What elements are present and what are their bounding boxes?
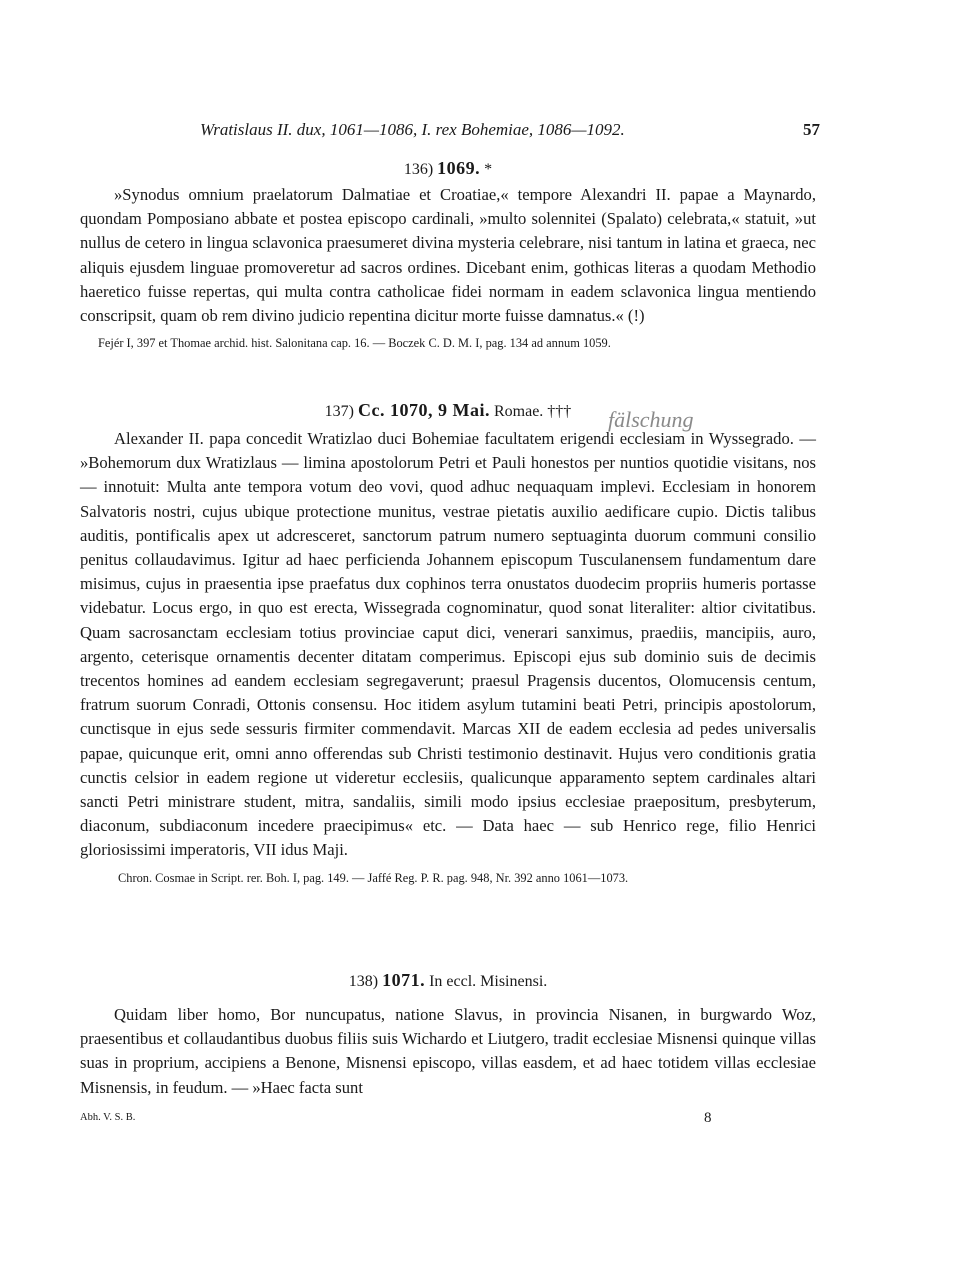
entry-text: Quidam liber homo, Bor nuncupatus, natione Slavus, in provincia Nisanen, in burgwardo Woz, praesentibus et collaudantibus duobus filiis suis Wichardo et Liutgero, tradit ecclesiae Misnensi quinque villas suas in proprium, accipiens a Benone, Misnensi episcopo, villas easdem, et ad haec totidem villas ecclesiae Misnensis, in feudum. — »Haec facta sunt xyxy=(80,1005,816,1097)
entry-137 xyxy=(80,400,816,887)
entry-place: * xyxy=(484,161,493,178)
entry-heading xyxy=(80,400,816,421)
entry-text: Alexander II. papa concedit Wratizlao duci Bohemiae facultatem erigendi ecclesiam in Wyssegrado. — »Bohemorum dux Wratizlaus — limina apostolorum Petri et Pauli honestos per nuntios quotidie visitans, nos — innotuit: Multa ante tempora votum deo vovi, quod adhuc nequaquam implevi. Ecclesiam in honorem Salvatoris nostri, cujus ubique protectione munitus, vestrae pietatis auxilio aedificare cupio. Dictis talibus auditis, pontificalis apex ut adcresceret, sanctorum patrum numero septuaginta duorum communi consilio penitus collaudavimus. Igitur ad haec perficienda Johannem episcopum Tusculanensem fundamentum dare misimus, cujus in praesentia ipse praefatus dux cophinos terra onustatos duodecim propriis humeris portasse videbatur. Locus ergo, in quo est erecta, Wissegrada cognominatur, quod sonat literaliter: altior civitatibus. Quam sacrosanctam ecclesiam totius provinciae caput dici, venerari sanximus, praediis, mancipiis, auro, argento, ceterisque ornamentis decenter ditatam comperimus. Episcopi ejus sub dominio suis de decimis trecentos homines ad eandem ecclesiam segregaverunt; praesul Pragensis ducentos, Olomucensis centum, fratrum suorum Conradi, Ottonis consensu. Hoc itidem asylum tutamini beati Petri, principis apostolorum, cunctisque in ejus sede sessuris firmiter commendavit. Marcas XII de eadem ecclesia ad pedes universalis papae, quicunque erit, omni anno offerendas sub Christi testimonio destinavit. Hujus vero conditionis gratia cunctis celsior in eadem regione ut videretur ecclesiis, qualicunque apparamento septem cardinales altari sancti Petri ministrare student, mitra, sandaliis, simili modo ipsius ecclesiae praepositum, presbyterum, diaconum, subdiaconum incedere praecipimus« etc. — Data haec — sub Henrico rege, filio Henrici gloriosissimi imperatoris, VII idus Maji. xyxy=(80,429,816,860)
entry-year: 1069. xyxy=(437,158,481,178)
entry-place: In eccl. Misinensi. xyxy=(429,973,548,990)
entry-number: 136) xyxy=(403,161,434,178)
page-header xyxy=(200,120,820,146)
entry-number: 138) xyxy=(348,973,379,990)
running-head: Wratislaus II. dux, 1061—1086, I. rex Bohemiae, 1086—1092. xyxy=(200,120,625,139)
signature-mark: Abh. V. S. B. xyxy=(80,1112,136,1123)
entry-number: 137) xyxy=(324,403,354,420)
entry-citation: Fejér I, 397 et Thomae archid. hist. Salonitana cap. 16. — Boczek C. D. M. I, pag. 134 ad annum 1059. xyxy=(98,336,611,351)
entry-year: Cc. 1070, 9 Mai. xyxy=(358,400,490,420)
entry-text: »Synodus omnium praelatorum Dalmatiae et Croatiae,« tempore Alexandri II. papae a Maynardo, quondam Pomposiano abbate et postea episcopo cardinali, »multo solennitei (Spalato) celebrata,« statuit, »ut nullus de cetero in lingua sclavonica praesumeret divina mysteria celebrare, nisi tantum in latina et graeca, nec aliquis ejusdem linguae promoveretur ad sacros ordines. Dicebant enim, gothicas literas a quodam Methodio haeretico fuisse repertas, qui multa contra catholicae fidei normam in eadem sclavonica lingua mentiendo conscripsit, quam ob rem divino judicio repentina dicitur morte fuisse damnatus.« (!) xyxy=(80,185,816,326)
entry-heading xyxy=(80,158,816,179)
entry-place: Romae. ††† xyxy=(493,403,572,420)
sheet-number: 8 xyxy=(704,1110,712,1126)
entry-year: 1071. xyxy=(382,970,426,990)
page-number: 57 xyxy=(803,120,820,139)
entry-138 xyxy=(80,970,816,1100)
handwritten-annotation: fälschung xyxy=(608,407,694,432)
entry-136 xyxy=(80,158,816,352)
entry-heading xyxy=(80,970,816,991)
entry-citation: Chron. Cosmae in Script. rer. Boh. I, pag. 149. — Jaffé Reg. P. R. pag. 948, Nr. 392 anno 1061—1073. xyxy=(118,870,629,885)
